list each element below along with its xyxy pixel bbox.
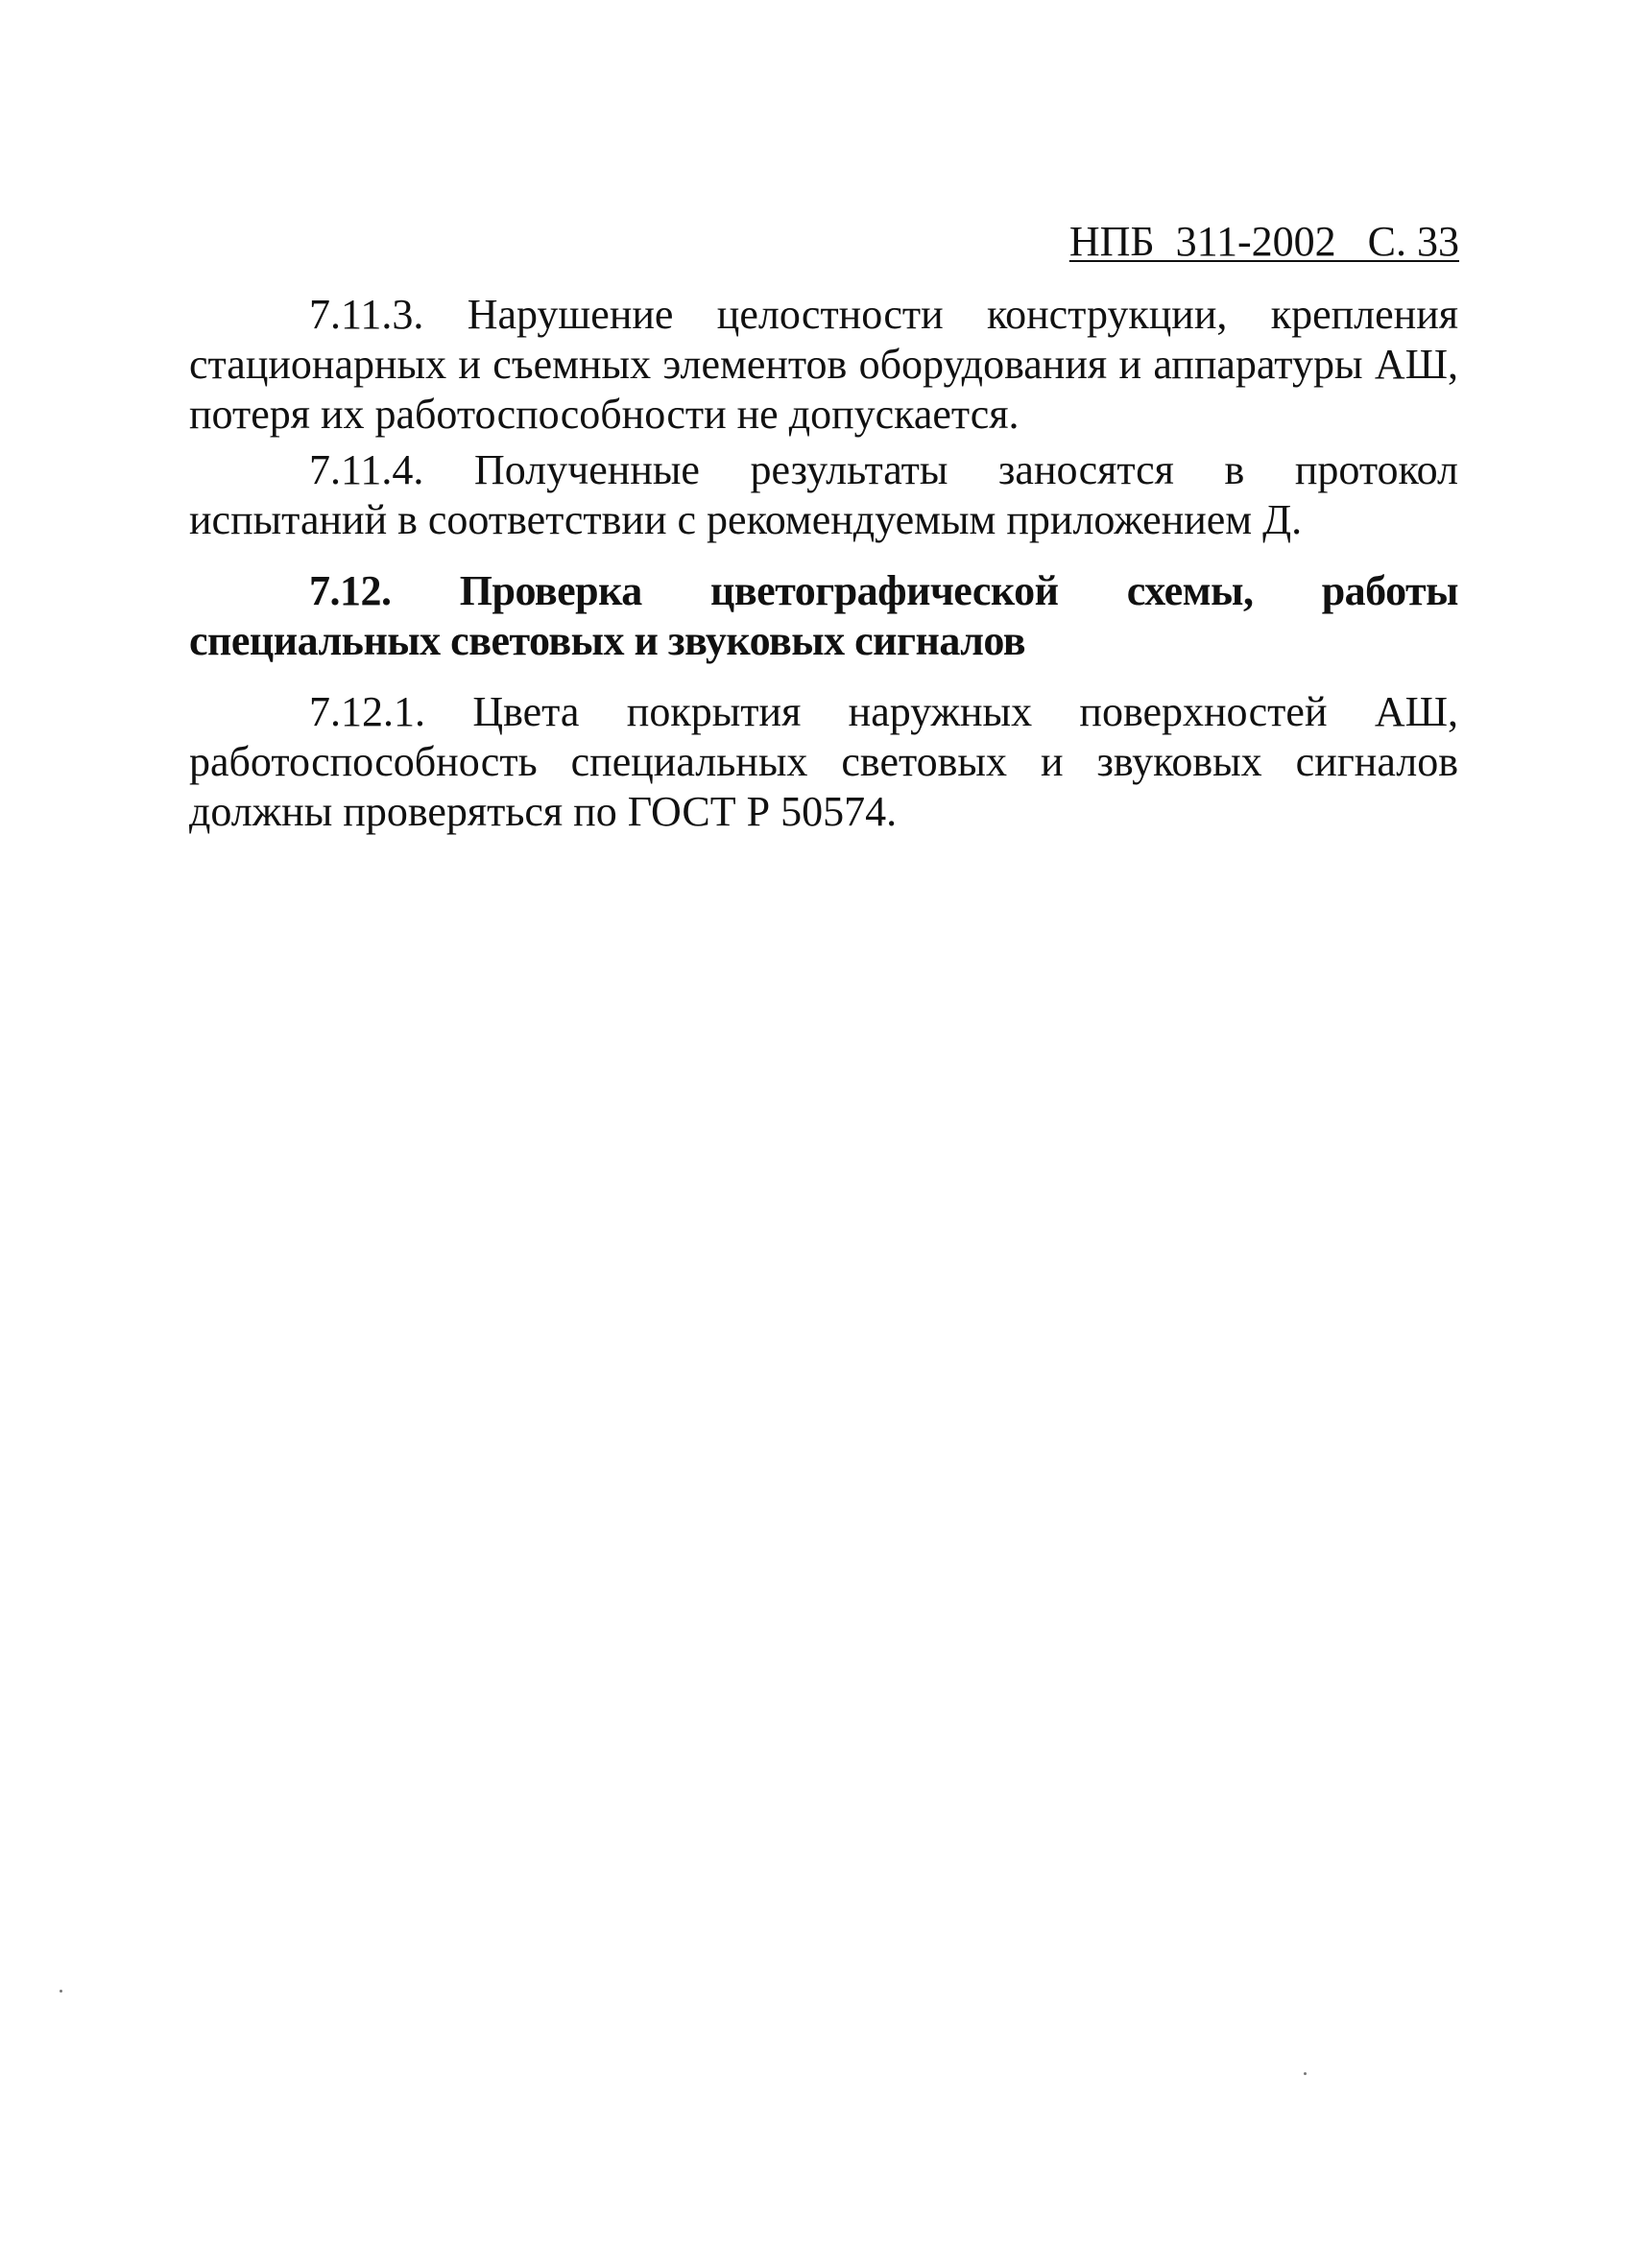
scan-speck <box>60 1990 62 1993</box>
scan-speck <box>1304 2072 1307 2075</box>
paragraph-7-12-1: 7.12.1. Цвета покрытия наружных поверхностей АШ, работоспособность специальных световых и звуковых сигналов должны проверяться по ГОСТ Р 50574. <box>189 688 1458 835</box>
paragraph-7-11-4: 7.11.4. Полученные результаты заносятся в протокол испытаний в соответствии с рекомендуемым приложением Д. <box>189 446 1458 543</box>
page-header: НПБ 311-2002 С. 33 <box>1068 218 1459 265</box>
section-heading-7-12: 7.12. Проверка цветографической схемы, работы специальных световых и звуковых сигналов <box>189 567 1458 664</box>
page-content <box>189 290 1458 837</box>
paragraph-7-11-3: 7.11.3. Нарушение целостности конструкции, крепления стационарных и съемных элементов оборудования и аппаратуры АШ, потеря их работоспособности не допускается. <box>189 291 1458 438</box>
